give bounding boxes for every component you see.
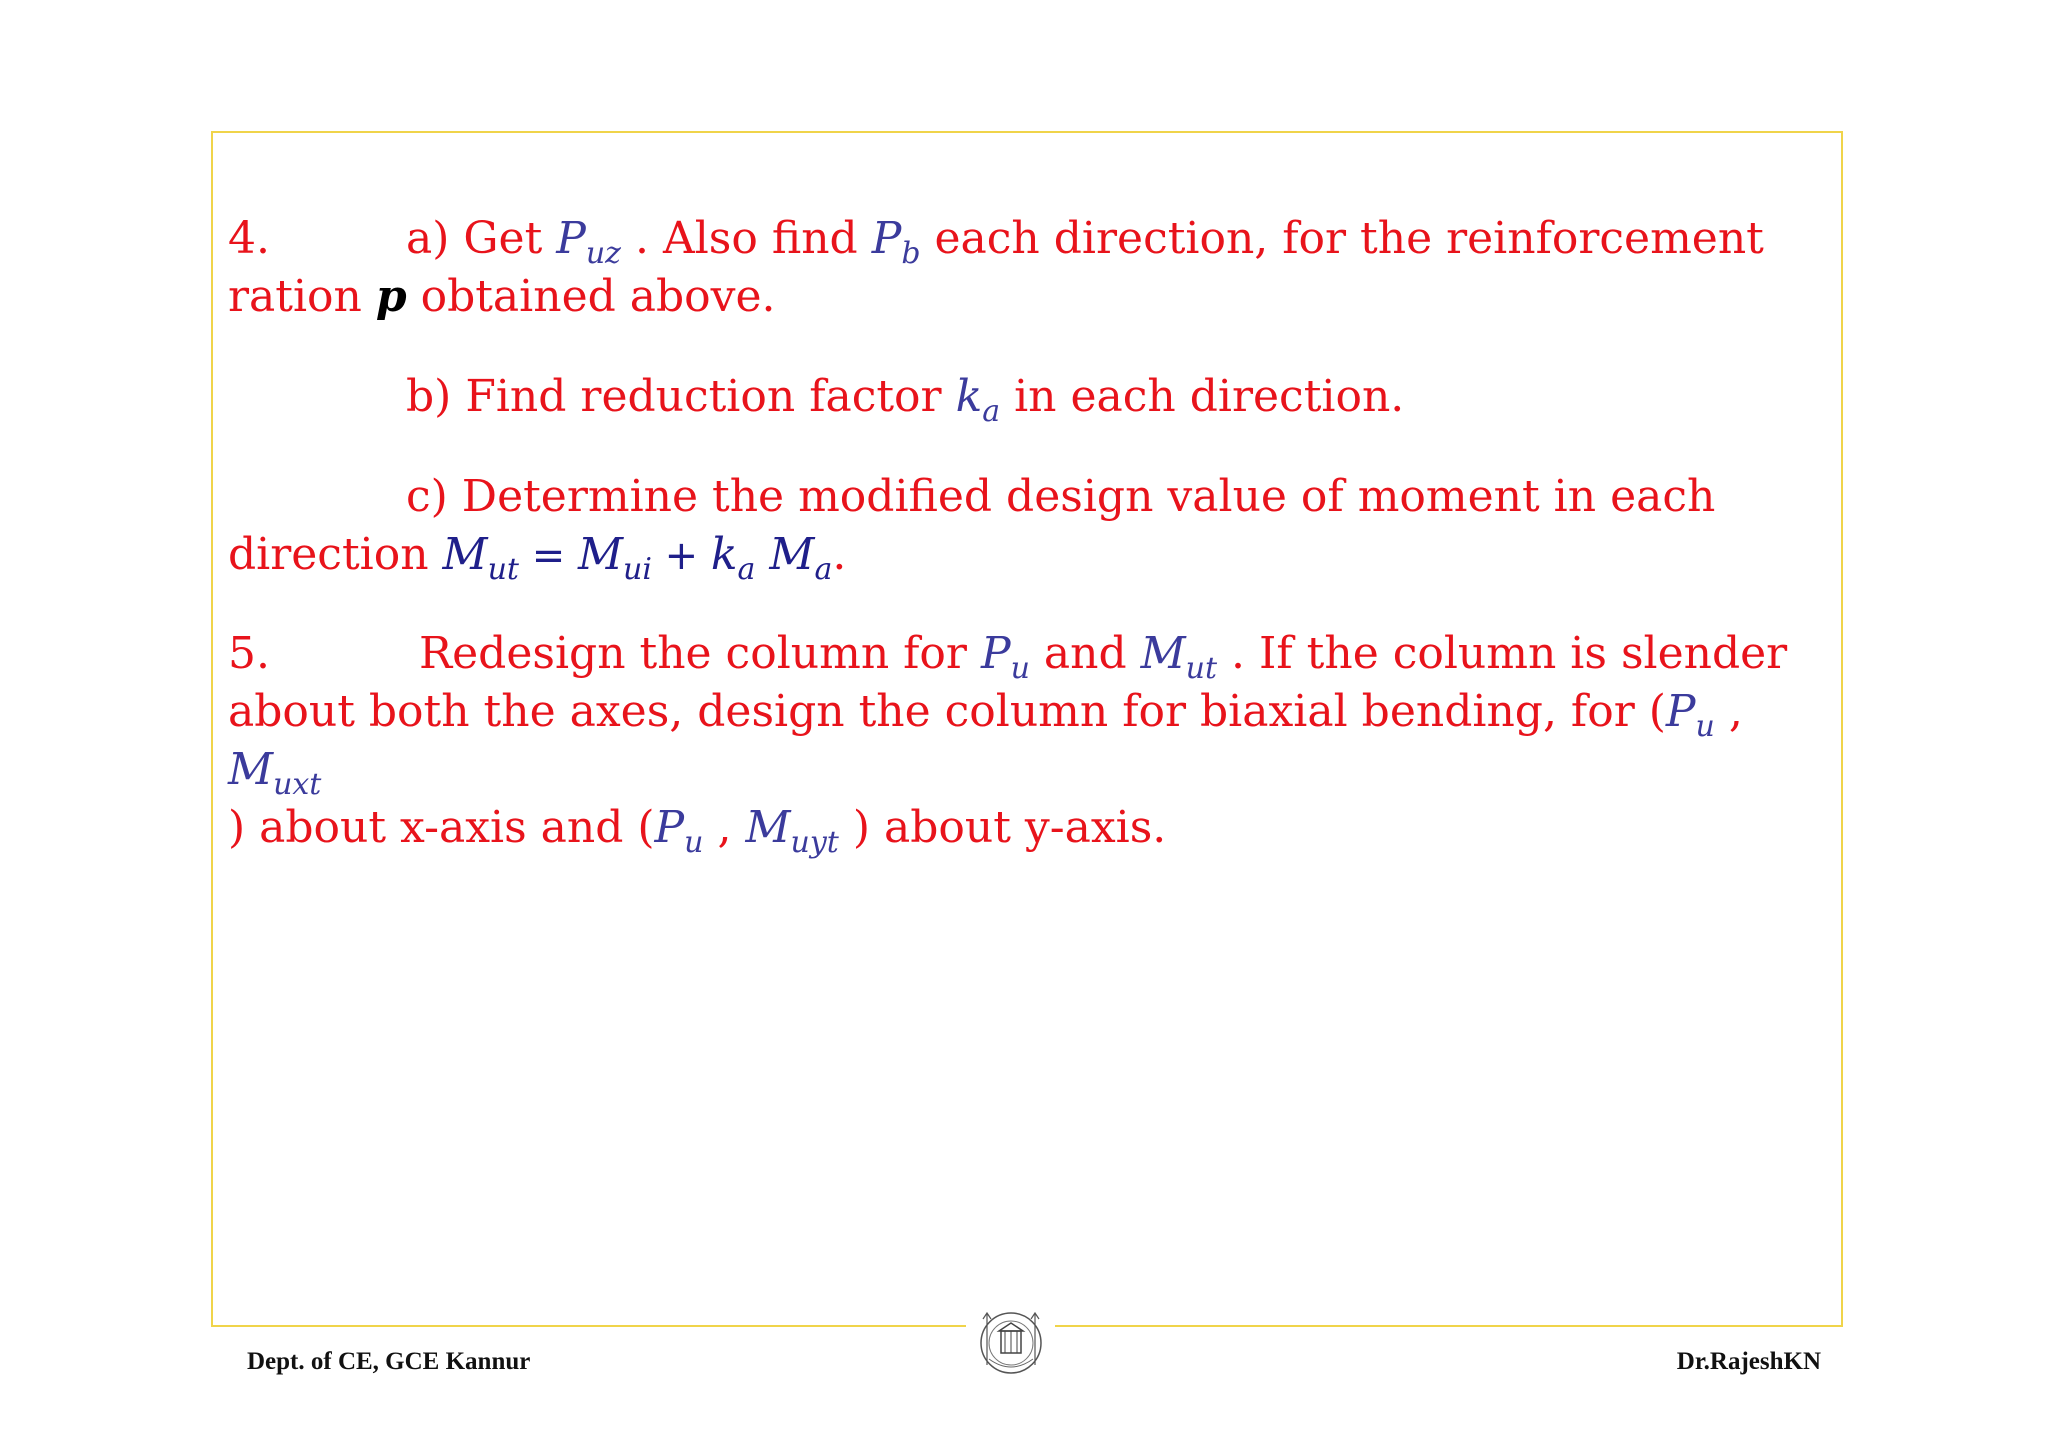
footer-department: Dept. of CE, GCE Kannur — [247, 1348, 531, 1375]
step4-number: 4. — [228, 213, 270, 264]
text: ) about y-axis. — [838, 802, 1167, 853]
plus-sign: + — [651, 533, 711, 579]
text: , — [1714, 686, 1743, 737]
math-pu: $P_u$ — [980, 628, 1030, 686]
step4c-line1 — [228, 468, 1828, 526]
text: direction — [228, 529, 443, 580]
math-muyt: $M_{uyt}$ — [745, 802, 839, 860]
math-mut: $M_{ut}$ — [442, 529, 519, 587]
text: and — [1029, 628, 1141, 679]
step5-line1 — [228, 625, 1828, 686]
text: . Also find — [621, 213, 872, 264]
text: ration — [228, 271, 376, 322]
step5-line2 — [228, 683, 1828, 802]
text: . If the column is slender — [1217, 628, 1788, 679]
footer-divider-right — [1055, 1325, 1843, 1327]
slide-content — [228, 210, 1828, 860]
math-muxt: $M_{uxt}$ — [228, 744, 322, 802]
math-pb: $P_b$ — [871, 213, 921, 271]
math-pu: $P_u$ — [654, 802, 704, 860]
footer-author: Dr.RajeshKN — [1676, 1348, 1821, 1375]
text: each direction, for the reinforcement — [920, 213, 1764, 264]
math-pu: $P_u$ — [1665, 686, 1715, 744]
text: a) Get — [406, 213, 557, 264]
text: obtained above. — [406, 271, 776, 322]
text: c) Determine the modified design value of moment in each — [406, 471, 1716, 522]
text: Redesign the column for — [419, 628, 981, 679]
math-ma: $M_a$ — [755, 529, 833, 587]
text: about both the axes, design the column for biaxial bending, for ( — [228, 686, 1666, 737]
text: b) Find reduction factor — [406, 371, 956, 422]
equals-sign: = — [518, 533, 578, 579]
step5-line3 — [228, 799, 1828, 860]
math-mut: $M_{ut}$ — [1140, 628, 1218, 686]
text: in each direction. — [1000, 371, 1405, 422]
college-seal-icon — [975, 1305, 1047, 1383]
math-ka: $k_a$ — [955, 371, 1001, 429]
text: . — [832, 529, 847, 580]
step5-number: 5. — [228, 628, 270, 679]
step4a-line1 — [228, 210, 1828, 271]
text: ) about x-axis and ( — [228, 802, 655, 853]
step4c-line2 — [228, 526, 1828, 585]
step4a-line2 — [228, 268, 1828, 326]
math-mui: $M_{ui}$ — [577, 529, 652, 587]
footer-divider-left — [211, 1325, 966, 1327]
text: , — [703, 802, 746, 853]
math-p: p — [375, 271, 407, 322]
math-ka: $k_a$ — [710, 529, 756, 587]
step4b-line — [228, 368, 1828, 429]
math-puz: $P_{uz}$ — [556, 213, 621, 271]
